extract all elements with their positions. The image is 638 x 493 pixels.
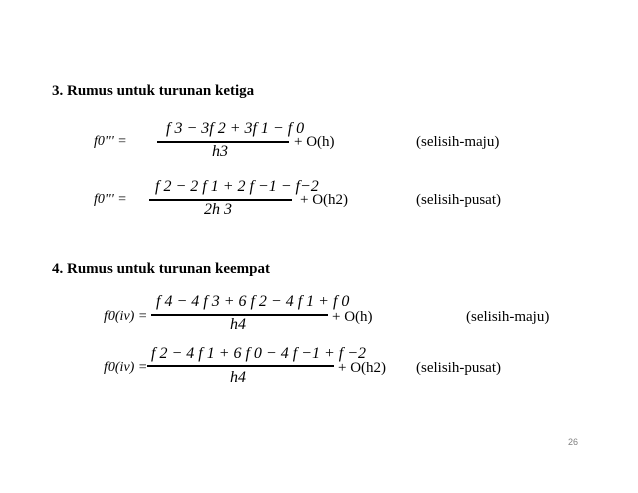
formula-error-term: + O(h2) [300, 192, 349, 208]
formula-denominator: 2h 3 [204, 201, 232, 218]
formula-lhs: f0(iv) = [104, 360, 148, 375]
formula-denominator: h3 [212, 143, 228, 160]
formula-numerator: f 4 − 4 f 3 + 6 f 2 − 4 f 1 + f 0 [156, 293, 350, 310]
formula-note: (selisih-pusat) [416, 192, 501, 208]
formula-numerator: f 2 − 2 f 1 + 2 f −1 − f−2 [155, 178, 319, 195]
formula-lhs: f0(iv) = [104, 309, 148, 324]
section-heading-fourth-derivative: 4. Rumus untuk turunan keempat [52, 261, 270, 277]
formula-numerator: f 3 − 3f 2 + 3f 1 − f 0 [166, 120, 305, 137]
fraction-bar [147, 365, 334, 367]
page-number: 26 [568, 437, 579, 447]
formula-note: (selisih-pusat) [416, 360, 501, 376]
formula-denominator: h4 [230, 316, 246, 333]
formula-numerator: f 2 − 4 f 1 + 6 f 0 − 4 f −1 + f −2 [151, 345, 367, 362]
formula-note: (selisih-maju) [416, 134, 500, 150]
formula-lhs: f0"' = [94, 192, 127, 207]
formula-lhs: f0"' = [94, 134, 127, 149]
formula-error-term: + O(h) [332, 309, 373, 325]
formula-error-term: + O(h) [294, 134, 335, 150]
section-heading-third-derivative: 3. Rumus untuk turunan ketiga [52, 83, 255, 99]
formula-denominator: h4 [230, 369, 246, 386]
formula-error-term: + O(h2) [338, 360, 387, 376]
formula-note: (selisih-maju) [466, 309, 550, 325]
